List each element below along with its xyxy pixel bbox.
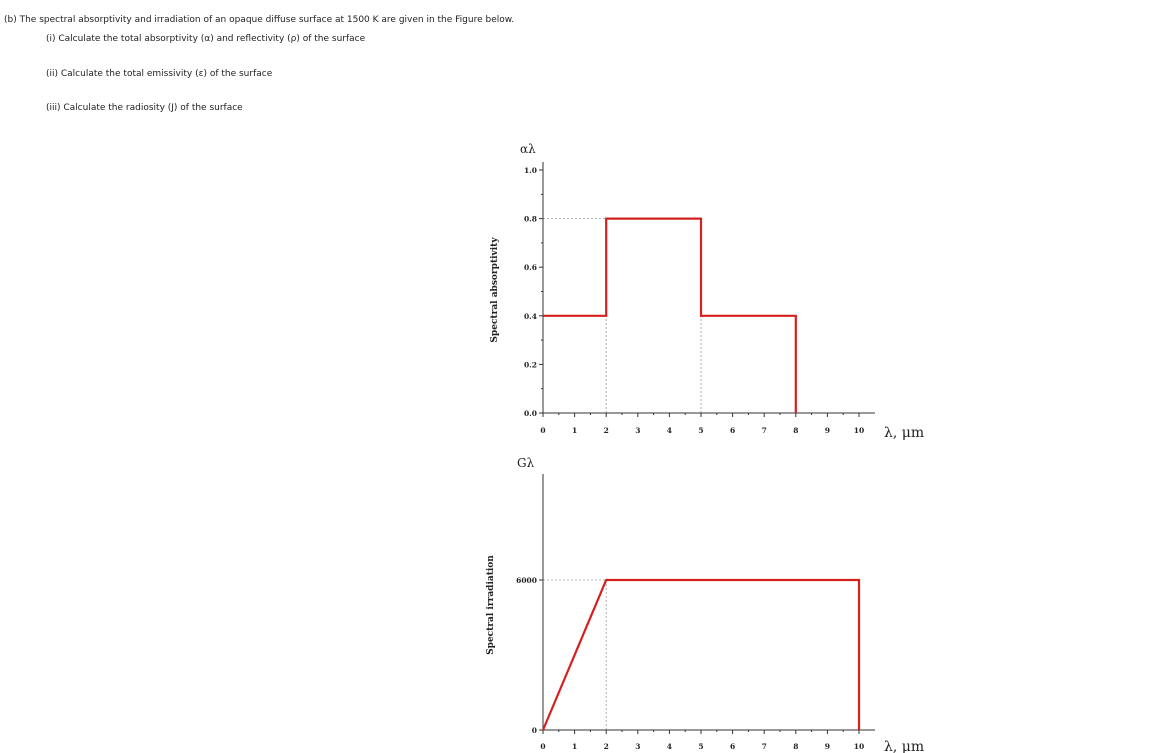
chart2-x-tick-label: 2 bbox=[603, 742, 609, 751]
chart1-y-tick-label: 0.2 bbox=[523, 360, 537, 370]
chart1-y-tick-label: 0.8 bbox=[523, 214, 537, 224]
chart2-x-tick-label: 1 bbox=[571, 742, 578, 751]
chart1-y-axis-label: Spectral absorptivity bbox=[490, 237, 500, 343]
chart1-x-tick-label: 10 bbox=[853, 426, 865, 435]
chart1-x-tick-label: 3 bbox=[635, 426, 641, 435]
chart2-y-tick-label: 0 bbox=[531, 726, 537, 735]
chart1-x-tick-label: 1 bbox=[571, 426, 578, 435]
chart2-series-G_lambda bbox=[543, 580, 859, 730]
chart1-x-tick-label: 6 bbox=[729, 426, 736, 435]
chart1-x-tick-label: 0 bbox=[540, 426, 546, 435]
chart1-x-tick-label: 4 bbox=[666, 426, 673, 435]
question-part-1: (i) Calculate the total absorptivity (α) and reflectivity (ρ) of the surface bbox=[46, 34, 366, 44]
chart1-y-tick-label: 1.0 bbox=[523, 166, 537, 175]
chart2-x-tick-label: 10 bbox=[853, 742, 865, 751]
chart1-x-tick-label: 2 bbox=[603, 426, 609, 435]
question-part-3: (iii) Calculate the radiosity (J) of the surface bbox=[46, 103, 243, 113]
chart1-y-tick-label: 0.4 bbox=[523, 311, 537, 321]
chart1-x-tick-label: 7 bbox=[761, 426, 767, 435]
chart2-x-tick-label: 6 bbox=[729, 742, 736, 751]
chart1-symbol-label: αλ bbox=[520, 142, 536, 156]
chart2-y-axis-label: Spectral irradiation bbox=[486, 555, 496, 655]
chart2-x-axis-label: λ, μm bbox=[884, 739, 925, 753]
chart2-x-tick-label: 8 bbox=[793, 742, 799, 751]
chart2-x-tick-label: 4 bbox=[666, 742, 673, 751]
chart1-x-tick-label: 9 bbox=[824, 426, 831, 435]
chart2-x-tick-label: 3 bbox=[635, 742, 641, 751]
chart2-x-tick-label: 0 bbox=[540, 742, 546, 751]
chart1-y-tick-label: 0.0 bbox=[523, 409, 537, 418]
chart2-symbol-label: Gλ bbox=[517, 456, 535, 470]
chart2-x-tick-label: 5 bbox=[698, 742, 704, 751]
chart1-y-tick-label: 0.6 bbox=[523, 263, 537, 273]
chart2-x-tick-label: 9 bbox=[824, 742, 831, 751]
question-intro: (b) The spectral absorptivity and irradiation of an opaque diffuse surface at 1500 K are given in the Figure below. bbox=[4, 15, 515, 25]
question-part-2: (ii) Calculate the total emissivity (ε) of the surface bbox=[46, 69, 273, 79]
chart2-y-tick-label: 6000 bbox=[516, 576, 537, 585]
chart2-x-tick-label: 7 bbox=[761, 742, 767, 751]
chart1-x-axis-label: λ, μm bbox=[884, 425, 925, 441]
chart1-x-tick-label: 5 bbox=[698, 426, 704, 435]
chart1-x-tick-label: 8 bbox=[793, 426, 799, 435]
chart1-series-alpha_lambda bbox=[543, 219, 796, 413]
